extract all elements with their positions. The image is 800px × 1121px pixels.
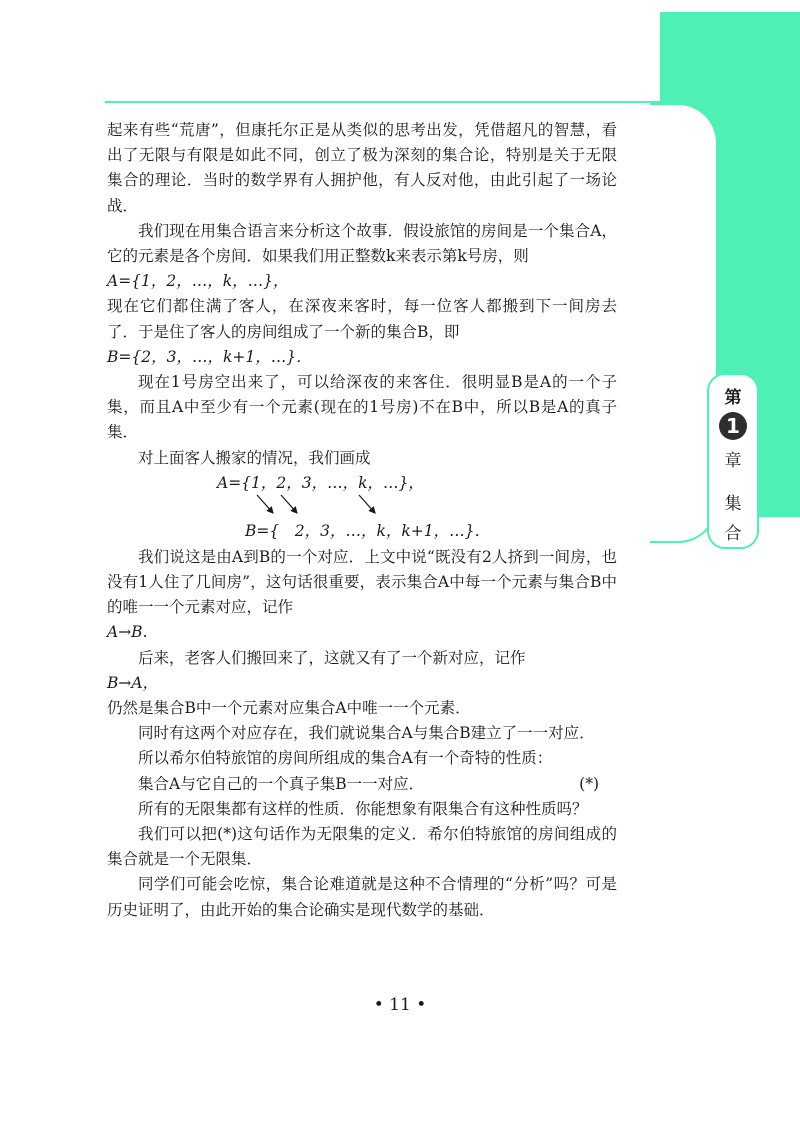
paragraph-6: 我们说这是由A到B的一个对应．上文中说“既没有2人挤到一间房，也没有1人住了几间房”，这句话很重要，表示集合A中每一个元素与集合B中的唯一一个元素对应，记作	[107, 547, 617, 617]
property-mark: (*)	[579, 774, 599, 793]
header-rule	[105, 101, 661, 103]
chapter-tab-zhang: 章	[724, 451, 742, 471]
paragraph-14: 同学们可能会吃惊，集合论难道就是这种不合情理的“分析”吗？可是历史证明了，由此开始的集合论确实是现代数学的基础．	[107, 875, 617, 919]
arrow-k-to-k1	[359, 495, 375, 513]
paragraph-4: 现在1号房空出来了，可以给深夜的来客住．很明显B是A的一个子集，而且A中至少有一个元素(现在的1号房)不在B中，所以B是A的真子集．	[107, 373, 617, 442]
paragraph-1: 起来有些“荒唐”，但康托尔正是从类似的思考出发，凭借超凡的智慧，看出了无限与有限是如此不同，创立了极为深刻的集合论，特别是关于无限集合的理论．当时的数学界有人拥护他，有人反对他，由此引起了一场论战．	[107, 121, 617, 215]
arrow-1-to-2	[257, 495, 273, 513]
paragraph-3: 现在它们都住满了客人，在深夜来客时，每一位客人都搬到下一间房去了．于是住了客人的房间组成了一个新的集合B，即	[107, 297, 617, 341]
arrow-2-to-3	[281, 495, 297, 513]
paragraph-2: 我们现在用集合语言来分析这个故事．假设旅馆的房间是一个集合A，它的元素是各个房间．如果我们用正整数k来表示第k号房，则	[107, 221, 617, 266]
chapter-tab-di: 第	[724, 388, 742, 408]
paragraph-7: 后来，老客人们搬回来了，这就又有了一个新对应，记作	[138, 648, 526, 667]
mapping-diagram	[107, 471, 617, 545]
page-body	[107, 118, 617, 923]
paragraph-10: 所以希尔伯特旅馆的房间所组成的集合A有一个奇特的性质：	[138, 749, 553, 768]
chapter-tab	[707, 373, 759, 549]
equation-set-a: A={1，2，…，k，…}，	[107, 272, 289, 291]
paragraph-13: 我们可以把(*)这句话作为无限集的定义．希尔伯特旅馆的房间组成的集合就是一个无限集．	[107, 825, 617, 869]
paragraph-8: 仍然是集合B中一个元素对应集合A中唯一一个元素．	[107, 699, 471, 718]
property-statement: 集合A与它自己的一个真子集B一一对应．	[138, 774, 425, 793]
paragraph-11	[107, 772, 617, 797]
equation-a-to-b: A→B.	[107, 623, 148, 642]
mapping-row-b: B={ 2，3，…，k，k+1，…}．	[245, 521, 490, 540]
paragraph-9: 同时有这两个对应存在，我们就说集合A与集合B建立了一一对应．	[138, 724, 595, 743]
paragraph-12: 所有的无限集都有这样的性质．你能想象有限集合有这种性质吗？	[138, 799, 588, 818]
chapter-title-char-1: 集	[724, 494, 742, 514]
chapter-title-char-2: 合	[724, 524, 742, 544]
page-number: • 11 •	[373, 995, 427, 1015]
paragraph-5: 对上面客人搬家的情况，我们画成	[138, 448, 371, 467]
equation-b-to-a: B→A，	[107, 673, 159, 692]
chapter-number-badge: 1	[719, 412, 747, 440]
equation-set-b: B={2，3，…，k+1，…}．	[107, 347, 312, 366]
mapping-row-a: A={1，2，3，…，k，…}，	[217, 473, 424, 492]
chapter-title	[725, 489, 742, 549]
